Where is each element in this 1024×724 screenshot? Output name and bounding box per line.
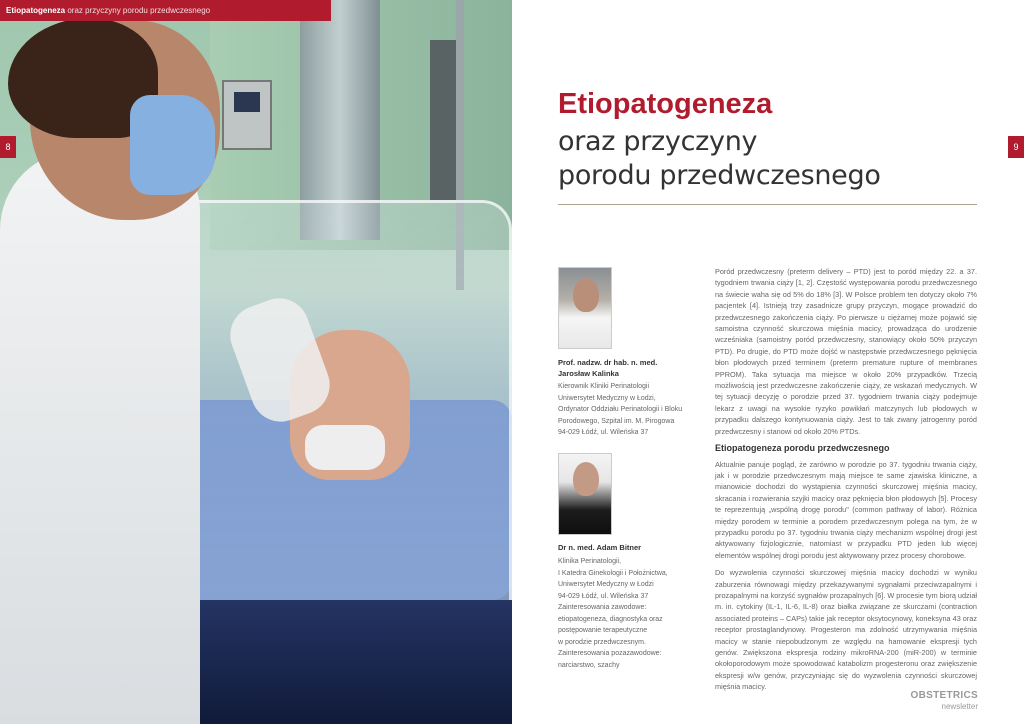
section-heading: Etiopatogeneza porodu przedwczesnego (715, 443, 890, 454)
author-affiliation-kalinka: Kierownik Kliniki Perinatologii Uniwersytet Medyczny w Łodzi, Ordynator Oddziału Perinatologii i Bloku Porodowego, Szpital im. M. Pirogowa 94-029 Łódź, ul. Wileńska 37 (558, 383, 683, 436)
banner-subtitle: oraz przyczyny porodu przedwczesnego (67, 6, 211, 15)
author-name-kalinka: Prof. nadzw. dr hab. n. med. Jarosław Kalinka (558, 358, 658, 378)
author-photo-kalinka (558, 267, 612, 349)
section-banner (0, 0, 331, 21)
banner-title: Etiopatogeneza (6, 6, 66, 15)
paragraph-etiopathogenesis: Aktualnie panuje pogląd, że zarówno w porodzie po 37. tygodniu trwania ciąży, jak i w porodzie przedwczesnym mają miejsce te same zjawiska kliniczne, a mianowicie dochodzi do wystąpienia czynności skurczowej mięśnia macicy, skracania i rozwierania szyjki macicy oraz pęknięcia błon płodowych [5]. Procesy te reprezentują „wspólną drogę porodu" (common pathway of labor). Różnica między porodem w terminie a porodem przedwczesnym polega na tym, że w przypadku porodu po 37. tygodniu trwania ciąży mechanizm wspólnej drogi jest aktywowany fizjologicznie, natomiast w przypadku PTD jeden lub więcej elementów wspólnej drogi porodu jest aktywowany przez procesy chorobowe. (715, 459, 977, 560)
title-divider (558, 204, 977, 205)
footer-publication: OBSTETRICS (910, 690, 978, 701)
paragraph-contractions: Do wyzwolenia czynności skurczowej mięśnia macicy dochodzi w wyniku zaburzenia równowagi między przekazywanymi sygnałami przeciwzapalnymi i prozapalnymi na korzyść sygnałów prozapalnych [6]. W procesie tym biorą udział m. in. cytokiny (IL-1, IL-6, IL-8) oraz białka związane ze skurczami (contraction associated proteins – CAPs) takie jak receptor oksytocynowy, koneksyna 43 oraz receptor prostaglandynowy. Progesteron ma zdolność utrzymywania mięśnia macicy w stanie niepobudzonym ze względu na hamowanie ekspresji tych genów. Zwiększona ekspresja rodziny mikroRNA-200 (miR-200) w terminie okołoporodowym może spowodować katabolizm progesteronu oraz zwiększenie ekspresji w/w genów, przyczyniając się do wyzwolenia czynności skurczowej mięśnia macicy. (715, 568, 977, 692)
article-title: Etiopatogeneza (558, 88, 773, 120)
article-title-line3: porodu przedwczesnego (558, 160, 881, 191)
page-number-right: 9 (1008, 136, 1024, 158)
author-name-bitner: Dr n. med. Adam Bitner (558, 543, 642, 552)
author-photo-bitner (558, 453, 612, 535)
article-title-line2: oraz przyczyny (558, 126, 758, 157)
paragraph-intro: Poród przedwczesny (preterm delivery – PTD) jest to poród między 22. a 37. tygodniem trwania ciąży [1, 2]. Częstość występowania porodu przedwczesnego na świecie waha się od 5% do 18% [3]. W Polsce problem ten dotyczy około 7% pacjentek [4]. Istnieją trzy zasadnicze grupy przyczyn, mogące prowadzić do przedwczesnego zakończenia ciąży. Po pierwsze u ciężarnej może pojawić się samoistna czynność skurczowa mięśnia macicy, prowadząca do urodzenie wcześniaka (samoistny poród przedwczesny, stanowiący około 50% przyczyn PTD). Po drugie, do PTD może dojść w następstwie przedwczesnego pęknięcia błon płodowych przed terminem (preterm premature rupture of membranes PPROM). Taka sytuacja ma miejsce w około 20% przypadków. Trzecią możliwością jest przedwczesne zakończenie ciąży, ze wskazań medycznych. W tej sytuacji decyzję o porodzie przed 37. tygodniem trwania ciąży podejmuje lekarz z uwagi na wysokie ryzyko powikłań matczynych lub płodowych w przypadku dalszego kontynuowania ciąży. Jest to tak zwany jatrogenny poród przedwczesny i stanowi od około 20% PTDs. (715, 267, 977, 436)
author-affiliation-bitner: Klinika Perinatologii, I Katedra Ginekologii i Położnictwa, Uniwersytet Medyczny w Łodzi 94-029 Łódź, ul. Wileńska 37 Zainteresowania zawodowe: etiopatogeneza, diagnostyka oraz postępowanie terapeutyczne w porodzie przedwczesnym. Zainteresowania pozazawodowe: narciarstwo, szachy (558, 558, 668, 669)
body-column (715, 266, 977, 693)
footer-publication-sub: newsletter (941, 702, 978, 711)
page-number-left: 8 (0, 136, 16, 158)
